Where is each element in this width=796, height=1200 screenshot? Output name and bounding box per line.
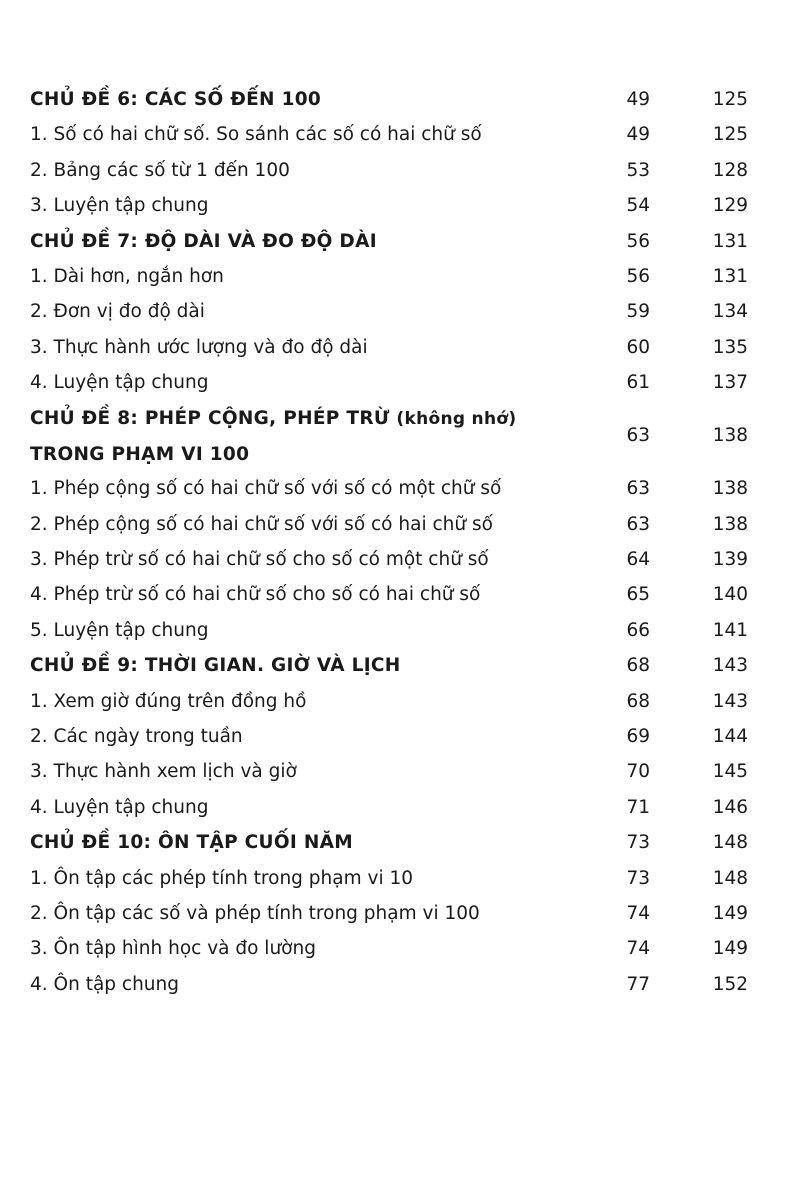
page-number-2: 139: [712, 549, 748, 571]
chapter-title: CHỦ ĐỀ 9: THỜI GIAN. GIỜ VÀ LỊCH: [30, 655, 401, 677]
page-number-2: 138: [712, 513, 748, 535]
toc-row[interactable]: [30, 294, 760, 329]
page-number-1: 63: [626, 513, 650, 535]
toc-row[interactable]: [30, 648, 760, 683]
toc-row[interactable]: [30, 365, 760, 400]
lesson-title: 4. Ôn tập chung: [30, 973, 180, 995]
lesson-title: 3. Thực hành ước lượng và đo độ dài: [30, 336, 368, 358]
page-number-1: 73: [626, 867, 650, 889]
lesson-title: 2. Ôn tập các số và phép tính trong phạm vi 100: [30, 903, 480, 924]
page-number-2: 138: [712, 424, 748, 446]
page-number-1: 56: [626, 265, 650, 287]
toc-row[interactable]: [30, 790, 760, 825]
toc-row[interactable]: [30, 117, 760, 152]
toc-row[interactable]: [30, 542, 760, 577]
page-number-2: 129: [712, 195, 748, 217]
toc-row[interactable]: [30, 931, 760, 966]
page-number-2: 138: [712, 478, 748, 500]
lesson-title: 3. Ôn tập hình học và đo lường: [30, 938, 316, 960]
lesson-title: 3. Phép trừ số có hai chữ số cho số có một chữ số: [30, 549, 489, 571]
toc-row[interactable]: [30, 754, 760, 789]
toc-row[interactable]: [30, 896, 760, 931]
page-number-1: 68: [626, 655, 650, 677]
lesson-title: 1. Xem giờ đúng trên đồng hồ: [30, 690, 307, 712]
toc-row[interactable]: [30, 967, 760, 1002]
page-number-1: 71: [626, 796, 650, 818]
page-number-1: 74: [626, 903, 650, 924]
toc-row[interactable]: [30, 330, 760, 365]
page-number-2: 140: [712, 584, 748, 606]
toc-row[interactable]: [30, 719, 760, 754]
page-number-2: 125: [712, 89, 748, 110]
toc-row[interactable]: [30, 471, 760, 506]
toc-row[interactable]: [30, 861, 760, 896]
lesson-title: 1. Số có hai chữ số. So sánh các số có hai chữ số: [30, 124, 482, 146]
page-number-1: 49: [626, 124, 650, 146]
page-number-2: 146: [712, 796, 748, 818]
page-number-2: 149: [712, 903, 748, 924]
page-number-2: 128: [712, 159, 748, 181]
page-number-1: 65: [626, 584, 650, 606]
toc-row[interactable]: [30, 401, 760, 472]
page-number-1: 64: [626, 549, 650, 571]
toc-row[interactable]: [30, 188, 760, 223]
page-number-2: 148: [712, 832, 748, 854]
page-number-1: 74: [626, 938, 650, 960]
lesson-title: 4. Luyện tập chung: [30, 796, 209, 818]
page-number-1: 60: [626, 336, 650, 358]
lesson-title: 1. Ôn tập các phép tính trong phạm vi 10: [30, 867, 414, 889]
chapter-title-sub: (không nhớ): [396, 408, 517, 429]
page-number-2: 145: [712, 761, 748, 783]
toc-row[interactable]: [30, 82, 760, 117]
toc-row[interactable]: [30, 577, 760, 612]
chapter-title: CHỦ ĐỀ 7: ĐỘ DÀI VÀ ĐO ĐỘ DÀI: [30, 230, 377, 252]
lesson-title: 1. Phép cộng số có hai chữ số với số có một chữ số: [30, 478, 502, 500]
lesson-title: 5. Luyện tập chung: [30, 619, 209, 641]
lesson-title: 4. Luyện tập chung: [30, 372, 209, 394]
chapter-title-line2: TRONG PHẠM VI 100: [30, 443, 250, 465]
page-number-1: 70: [626, 761, 650, 783]
page-number-1: 53: [626, 159, 650, 181]
page-number-2: 131: [712, 230, 748, 252]
page-number-1: 59: [626, 301, 650, 323]
page-number-1: 73: [626, 832, 650, 854]
page-number-2: 141: [712, 619, 748, 641]
page-number-2: 144: [712, 726, 748, 748]
page-number-1: 56: [626, 230, 650, 252]
chapter-title: CHỦ ĐỀ 6: CÁC SỐ ĐẾN 100: [30, 89, 322, 110]
chapter-title: [30, 401, 516, 473]
page-number-2: 143: [712, 690, 748, 712]
toc-row[interactable]: [30, 153, 760, 188]
page-number-2: 131: [712, 265, 748, 287]
lesson-title: 2. Đơn vị đo độ dài: [30, 301, 205, 323]
page-number-1: 68: [626, 690, 650, 712]
page-number-1: 77: [626, 973, 650, 995]
page-number-1: 61: [626, 372, 650, 394]
lesson-title: 3. Thực hành xem lịch và giờ: [30, 761, 297, 783]
page-number-2: 125: [712, 124, 748, 146]
chapter-title: CHỦ ĐỀ 10: ÔN TẬP CUỐI NĂM: [30, 832, 353, 854]
page-number-2: 143: [712, 655, 748, 677]
lesson-title: 2. Phép cộng số có hai chữ số với số có hai chữ số: [30, 513, 493, 535]
page-number-1: 54: [626, 195, 650, 217]
toc-row[interactable]: [30, 613, 760, 648]
toc-row[interactable]: [30, 825, 760, 860]
toc-row[interactable]: [30, 259, 760, 294]
lesson-title: 4. Phép trừ số có hai chữ số cho số có hai chữ số: [30, 584, 481, 606]
toc-row[interactable]: [30, 507, 760, 542]
lesson-title: 3. Luyện tập chung: [30, 195, 209, 217]
lesson-title: 2. Bảng các số từ 1 đến 100: [30, 159, 290, 181]
page-number-2: 152: [712, 973, 748, 995]
toc-row[interactable]: [30, 684, 760, 719]
toc-row[interactable]: [30, 224, 760, 259]
page-number-2: 149: [712, 938, 748, 960]
page-number-1: 69: [626, 726, 650, 748]
page-number-2: 148: [712, 867, 748, 889]
page-number-2: 135: [712, 336, 748, 358]
page-number-1: 49: [626, 89, 650, 110]
page-number-2: 137: [712, 372, 748, 394]
page-number-1: 63: [626, 424, 650, 446]
page-number-2: 134: [712, 301, 748, 323]
lesson-title: 1. Dài hơn, ngắn hơn: [30, 265, 224, 287]
table-of-contents: [30, 82, 760, 1002]
chapter-title-main: CHỦ ĐỀ 8: PHÉP CỘNG, PHÉP TRỪ: [30, 407, 390, 429]
page-number-1: 66: [626, 619, 650, 641]
lesson-title: 2. Các ngày trong tuần: [30, 726, 243, 748]
page-number-1: 63: [626, 478, 650, 500]
